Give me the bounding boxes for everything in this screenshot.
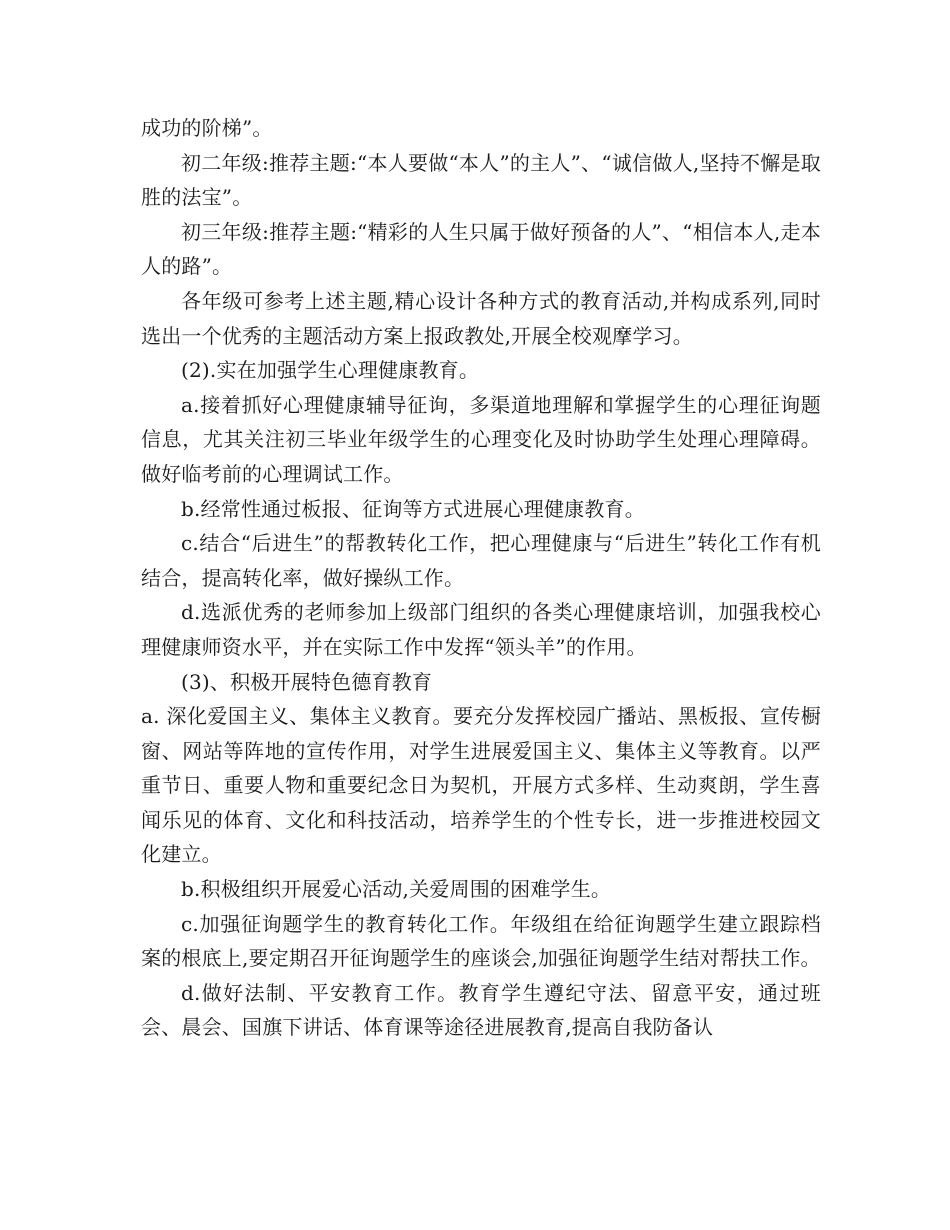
section-heading: (3)、积极开展特色德育教育 xyxy=(181,669,433,694)
paragraph: c.加强征询题学生的教育转化工作。年级组在给征询题学生建立跟踪档案的根底上,要定期召开征询题学生的座谈会,加强征询题学生结对帮扶工作。 xyxy=(141,911,821,971)
paragraph: a. 深化爱国主义、集体主义教育。要充分发挥校园广播站、黑板报、宣传橱窗、网站等阵地的宣传作用，对学生进展爱国主义、集体主义等教育。以严重节日、重要人物和重要纪念日为契机，开展方式多样、生动爽朗，学生喜闻乐见的体育、文化和科技活动，培养学生的个性专长，进一步推进校园文化建立。 xyxy=(141,704,821,867)
paragraph: 各年级可参考上述主题,精心设计各种方式的教育活动,并构成系列,同时选出一个优秀的主题活动方案上报政教处,开展全校观摩学习。 xyxy=(141,288,821,348)
section-heading: (2).实在加强学生心理健康教育。 xyxy=(181,358,480,383)
paragraph: a.接着抓好心理健康辅导征询，多渠道地理解和掌握学生的心理征询题信息，尤其关注初三毕业年级学生的心理变化及时协助学生处理心理障碍。做好临考前的心理调试工作。 xyxy=(141,392,821,486)
paragraph: c.结合“后进生”的帮教转化工作，把心理健康与“后进生”转化工作有机结合，提高转化率，做好操纵工作。 xyxy=(141,531,821,590)
document-body xyxy=(141,111,821,1045)
paragraph: d.做好法制、平安教育工作。教育学生遵纪守法、留意平安，通过班会、晨会、国旗下讲话、体育课等途径进展教育,提高自我防备认 xyxy=(141,980,821,1040)
paragraph: 初二年级:推荐主题:“本人要做“本人”的主人”、“诚信做人,坚持不懈是取胜的法宝”。 xyxy=(141,150,821,210)
paragraph: d.选派优秀的老师参加上级部门组织的各类心理健康培训，加强我校心理健康师资水平，并在实际工作中发挥“领头羊”的作用。 xyxy=(141,600,821,659)
paragraph: 成功的阶梯”。 xyxy=(141,116,273,140)
paragraph: b.经常性通过板报、征询等方式进展心理健康教育。 xyxy=(181,496,645,521)
paragraph: b.积极组织开展爱心活动,关爱周围的困难学生。 xyxy=(181,877,612,902)
paragraph: 初三年级:推荐主题:“精彩的人生只属于做好预备的人”、“相信本人,走本人的路”。 xyxy=(141,219,821,279)
